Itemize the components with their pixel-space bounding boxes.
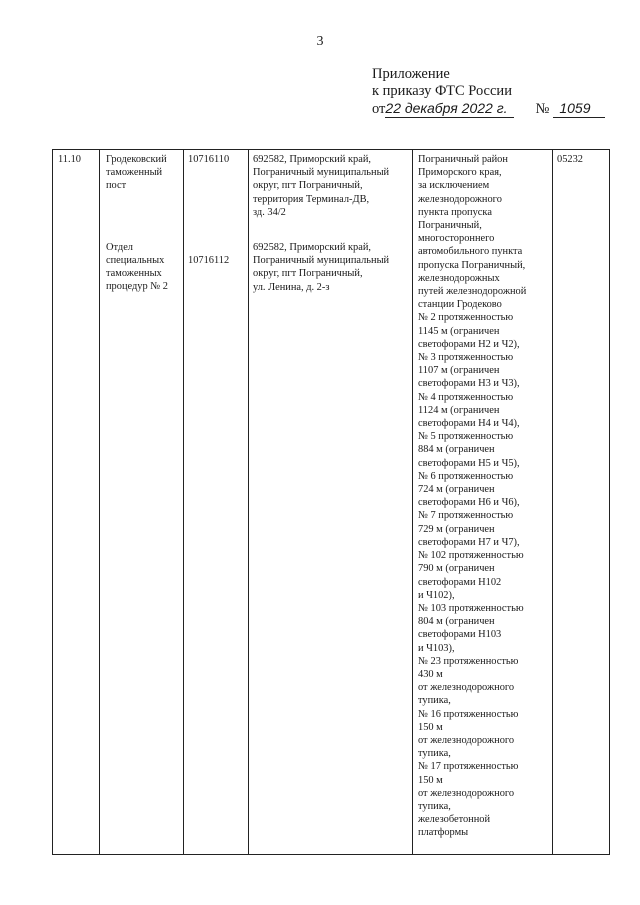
region-line: многостороннего <box>418 233 495 245</box>
region-line: платформы <box>418 827 469 839</box>
region-line: за исключением <box>418 180 490 192</box>
order-reference: к приказу ФТС России <box>372 83 512 99</box>
region-line: от железнодорожного <box>418 682 515 694</box>
region-line: светофорами Н3 и Ч3), <box>418 378 520 390</box>
unit-name-line: Отдел <box>106 241 133 253</box>
address-2 <box>253 241 408 294</box>
address-line: территория Терминал-ДВ, <box>253 193 370 205</box>
region-cell <box>413 150 553 855</box>
region-description <box>418 153 548 840</box>
region-line: светофорами Н7 и Ч7), <box>418 536 520 548</box>
region-line: 150 м <box>418 774 443 786</box>
row-number-cell <box>53 150 100 855</box>
region-line: светофорами Н4 и Ч4), <box>418 418 520 430</box>
unit-name-line: специальных <box>106 254 165 266</box>
region-line: № 4 протяженностью <box>418 391 514 403</box>
region-line: и Ч103), <box>418 642 455 654</box>
zone-code: 05232 <box>557 154 583 165</box>
region-line: пропуска Пограничный, <box>418 259 526 271</box>
page-number: 3 <box>316 34 324 49</box>
region-line: 1145 м (ограничен <box>418 325 500 337</box>
unit-name-cell <box>100 150 184 855</box>
row-number: 11.10 <box>58 154 81 165</box>
region-line: пункта пропуска <box>418 206 492 218</box>
region-line: № 3 протяженностью <box>418 352 514 364</box>
region-line: Пограничный район <box>418 154 508 165</box>
region-line: светофорами Н2 и Ч2), <box>418 338 520 350</box>
region-line: путей железнодорожной <box>418 286 527 298</box>
region-line: 1124 м (ограничен <box>418 404 500 416</box>
date-prefix: от <box>372 101 386 117</box>
region-line: тупика, <box>418 748 451 760</box>
unit-name-line: процедур № 2 <box>106 281 168 293</box>
region-line: 884 м (ограничен <box>418 444 495 456</box>
address-cell <box>249 150 413 855</box>
region-line: светофорами Н6 и Ч6), <box>418 497 520 509</box>
region-line: 724 м (ограничен <box>418 484 495 496</box>
appendix-title: Приложение <box>372 66 450 82</box>
table-row <box>53 150 610 855</box>
unit-code-cell <box>184 150 249 855</box>
region-line: автомобильного пункта <box>418 246 523 258</box>
region-line: № 7 протяженностью <box>418 510 514 522</box>
region-line: № 2 протяженностью <box>418 312 514 324</box>
region-line: № 23 протяженностью <box>418 655 519 667</box>
appendix-header <box>372 66 605 118</box>
region-line: Пограничный, <box>418 220 482 232</box>
region-line: железнодорожного <box>418 193 502 205</box>
address-line: 692582, Приморский край, <box>253 242 371 254</box>
address-line: Пограничный муниципальный <box>253 255 390 267</box>
region-line: № 6 протяженностью <box>418 470 514 482</box>
unit-code-1: 10716110 <box>188 154 230 165</box>
unit-name-line: Гродековский <box>106 154 167 165</box>
number-label: № <box>535 101 550 117</box>
region-line: 729 м (ограничен <box>418 523 495 535</box>
address-line: округ, пгт Пограничный, <box>253 180 363 192</box>
region-line: и Ч102), <box>418 589 455 601</box>
region-line: светофорами Н5 и Ч5), <box>418 457 520 469</box>
region-line: железобетонной <box>418 814 491 826</box>
customs-table <box>52 149 610 855</box>
region-line: светофорами Н103 <box>418 629 502 641</box>
address-line: 692582, Приморский край, <box>253 154 371 165</box>
unit-code-2: 10716112 <box>188 255 230 267</box>
unit-name-2 <box>106 241 179 294</box>
address-line: округ, пгт Пограничный, <box>253 268 363 280</box>
region-line: 430 м <box>418 668 443 680</box>
order-number: 1059 <box>559 100 591 116</box>
region-line: от железнодорожного <box>418 734 515 746</box>
unit-name-line: таможенных <box>106 268 162 280</box>
unit-name-line: таможенный <box>106 167 163 179</box>
unit-name-line: пост <box>106 180 127 192</box>
order-date-number <box>372 100 605 118</box>
region-line: № 103 протяженностью <box>418 602 524 614</box>
region-line: № 16 протяженностью <box>418 708 519 720</box>
region-line: № 17 протяженностью <box>418 761 519 773</box>
address-line: Пограничный муниципальный <box>253 167 390 179</box>
region-line: 804 м (ограничен <box>418 616 495 628</box>
region-line: № 102 протяженностью <box>418 550 524 562</box>
address-1 <box>253 153 408 219</box>
region-line: светофорами Н102 <box>418 576 502 588</box>
region-line: станции Гродеково <box>418 299 502 311</box>
unit-name-1 <box>106 153 179 193</box>
region-line: № 5 протяженностью <box>418 431 514 443</box>
address-line: зд. 34/2 <box>253 206 286 218</box>
region-line: 790 м (ограничен <box>418 563 495 575</box>
region-line: 1107 м (ограничен <box>418 365 500 377</box>
zone-code-cell <box>553 150 610 855</box>
address-line: ул. Ленина, д. 2-з <box>253 281 330 293</box>
order-date: 22 декабря 2022 г. <box>385 100 508 116</box>
region-line: 150 м <box>418 721 443 733</box>
region-line: от железнодорожного <box>418 787 515 799</box>
region-line: тупика, <box>418 800 451 812</box>
region-line: железнодорожных <box>418 272 500 284</box>
region-line: тупика, <box>418 695 451 707</box>
region-line: Приморского края, <box>418 167 502 179</box>
